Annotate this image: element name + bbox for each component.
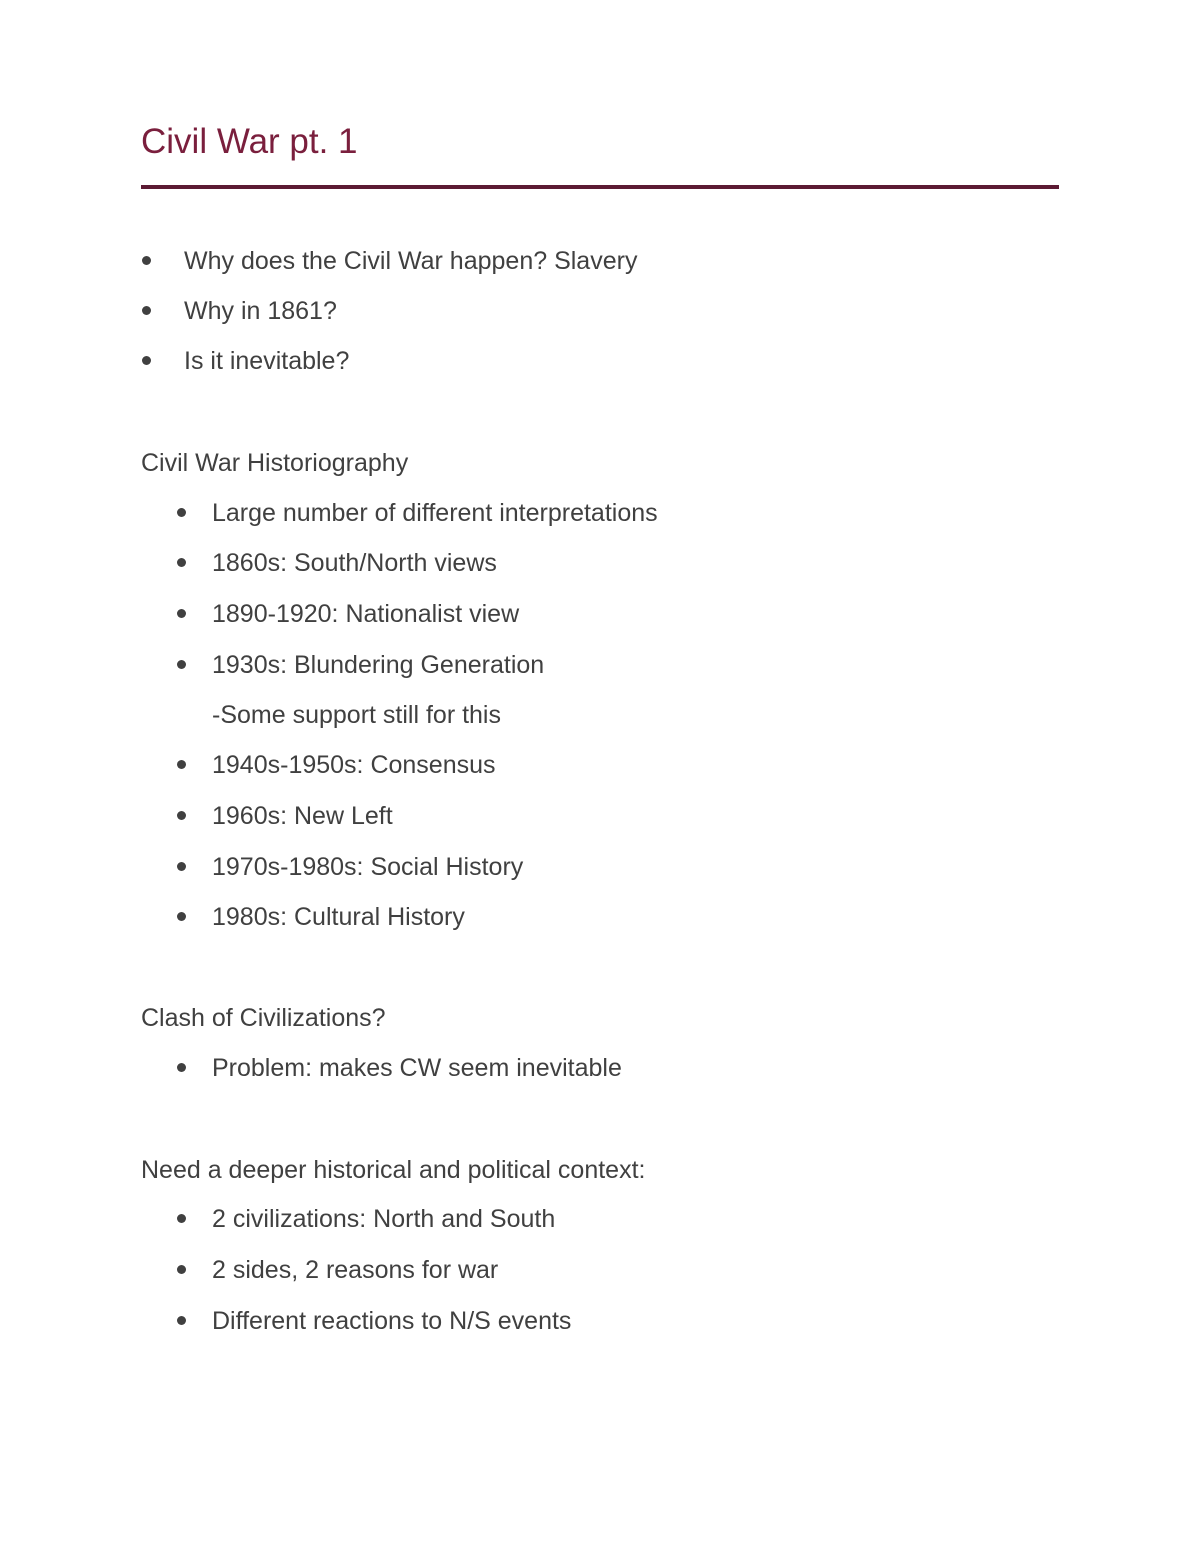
bullet-icon (177, 811, 186, 820)
bullet-icon (177, 508, 186, 517)
bullet-icon (142, 356, 151, 365)
list-item: 1890-1920: Nationalist view (212, 600, 520, 628)
bullet-icon (177, 609, 186, 618)
bullet-icon (177, 558, 186, 567)
list-item: 1960s: New Left (212, 802, 393, 830)
bullet-icon (142, 256, 151, 265)
document-title: Civil War pt. 1 (141, 122, 358, 161)
list-item-note: -Some support still for this (212, 701, 501, 729)
list-item: 1930s: Blundering Generation (212, 651, 545, 679)
section-heading-historiography: Civil War Historiography (141, 449, 409, 477)
bullet-icon (177, 912, 186, 921)
list-item: Problem: makes CW seem inevitable (212, 1054, 622, 1082)
bullet-icon (177, 862, 186, 871)
bullet-icon (177, 1214, 186, 1223)
bullet-icon (177, 660, 186, 669)
list-item: 1860s: South/North views (212, 549, 497, 577)
list-item: Why in 1861? (184, 297, 337, 325)
section-heading-context: Need a deeper historical and political context: (141, 1156, 646, 1184)
list-item: 1940s-1950s: Consensus (212, 751, 496, 779)
list-item: 1970s-1980s: Social History (212, 853, 524, 881)
section-heading-clash: Clash of Civilizations? (141, 1004, 386, 1032)
list-item: Is it inevitable? (184, 347, 350, 375)
list-item: Different reactions to N/S events (212, 1307, 572, 1335)
list-item: 2 sides, 2 reasons for war (212, 1256, 499, 1284)
title-underline (141, 185, 1059, 189)
list-item: 2 civilizations: North and South (212, 1205, 556, 1233)
bullet-icon (177, 1265, 186, 1274)
list-item: Large number of different interpretations (212, 499, 658, 527)
bullet-icon (177, 1316, 186, 1325)
bullet-icon (177, 760, 186, 769)
bullet-icon (142, 306, 151, 315)
list-item: Why does the Civil War happen? Slavery (184, 247, 638, 275)
bullet-icon (177, 1063, 186, 1072)
list-item: 1980s: Cultural History (212, 903, 465, 931)
